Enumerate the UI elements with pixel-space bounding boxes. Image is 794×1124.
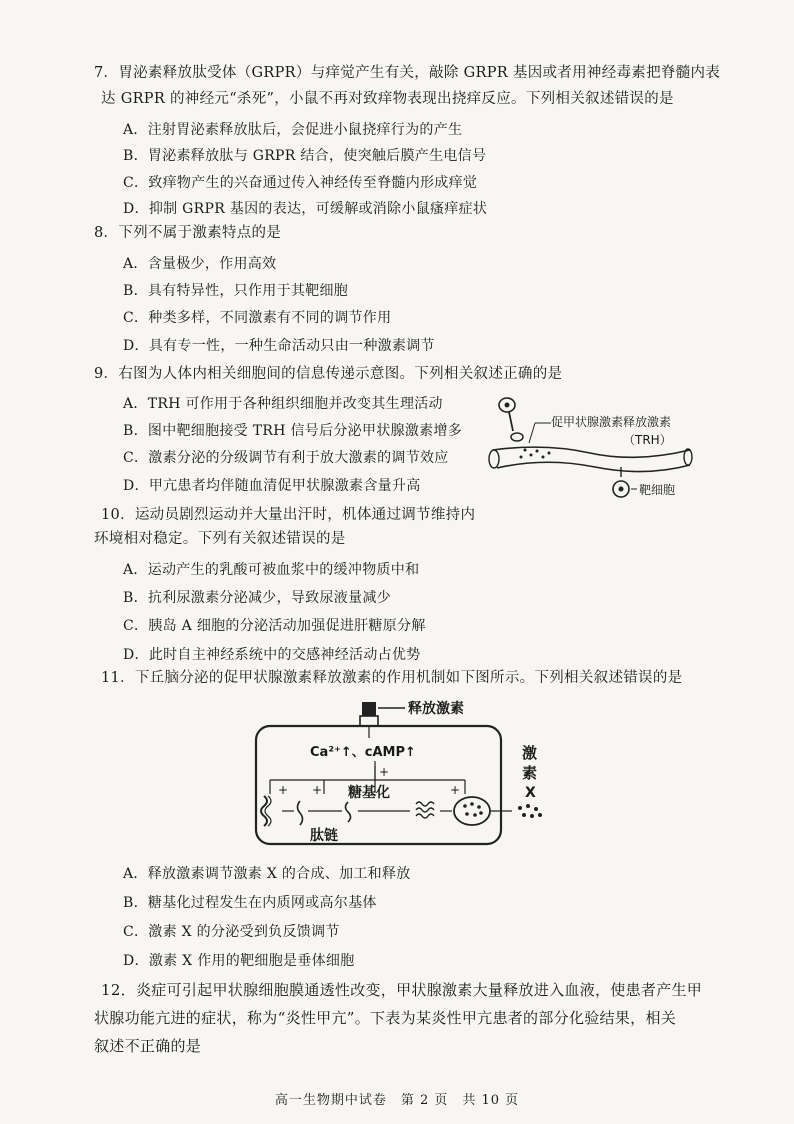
question-9-option-d: D．甲亢患者均伴随血清促甲状腺激素含量升高	[123, 478, 421, 494]
plus-sign-2: +	[312, 783, 323, 797]
question-7-stem-line1: 7．胃泌素释放肽受体（GRPR）与痒觉产生有关，敲除 GRPR 基因或者用神经毒素把脊髓内表	[94, 65, 721, 81]
hormone-x-label-1: 激	[522, 744, 538, 762]
question-11-option-c: C．激素 X 的分泌受到负反馈调节	[123, 924, 340, 940]
glycosylation-label: 糖基化	[348, 785, 390, 801]
question-8-stem: 8．下列不属于激素特点的是	[94, 225, 282, 241]
question-10-option-a: A．运动产生的乳酸可被血浆中的缓冲物质中和	[123, 562, 420, 578]
question-7-option-a: A．注射胃泌素释放肽后，会促进小鼠挠痒行为的产生	[123, 122, 463, 138]
question-9-stem: 9．右图为人体内相关细胞间的信息传递示意图。下列相关叙述正确的是	[94, 366, 563, 382]
question-11-option-a: A．释放激素调节激素 X 的合成、加工和释放	[123, 866, 411, 882]
question-8-option-d: D．具有专一性，一种生命活动只由一种激素调节	[123, 338, 435, 354]
question-7-stem-line2: 达 GRPR 的神经元“杀死”，小鼠不再对致痒物表现出挠痒反应。下列相关叙述错误的是	[101, 91, 674, 107]
question-12-stem-line3: 叙述不正确的是	[94, 1037, 202, 1055]
plus-sign-3: +	[379, 765, 390, 779]
trh-signaling-figure	[485, 395, 700, 505]
question-12-stem-line1: 12．炎症可引起甲状腺细胞膜通透性改变，甲状腺激素大量释放进入血液，使患者产生甲	[101, 981, 703, 999]
question-9-option-a: A．TRH 可作用于各种组织细胞并改变其生理活动	[123, 396, 443, 412]
question-10-stem-line1: 10．运动员剧烈运动并大量出汗时，机体通过调节维持内	[101, 507, 476, 523]
hormone-x-label-3: X	[525, 785, 536, 801]
question-10-stem-line2: 环境相对稳定。下列有关叙述错误的是	[94, 531, 346, 547]
release-hormone-label: 释放激素	[408, 701, 464, 717]
target-cell-label: 靶细胞	[639, 483, 676, 497]
question-11-stem: 11．下丘脑分泌的促甲状腺激素释放激素的作用机制如下图所示。下列相关叙述错误的是	[101, 670, 683, 686]
question-10-option-b: B．抗利尿激素分泌减少，导致尿液量减少	[123, 590, 391, 606]
question-8-option-a: A．含量极少，作用高效	[123, 256, 277, 272]
question-11-option-b: B．糖基化过程发生在内质网或高尔基体	[123, 895, 377, 911]
question-9-option-c: C．激素分泌的分级调节有利于放大激素的调节效应	[123, 450, 449, 466]
peptide-chain-label: 肽链	[310, 828, 338, 844]
trh-label: 促甲状腺激素释放激素	[551, 415, 672, 429]
question-9-option-b: B．图中靶细胞接受 TRH 信号后分泌甲状腺激素增多	[123, 423, 463, 439]
trh-abbr-label: （TRH）	[623, 433, 672, 447]
question-7-option-b: B．胃泌素释放肽与 GRPR 结合，使突触后膜产生电信号	[123, 148, 487, 164]
plus-sign-4: +	[450, 783, 461, 797]
question-11-option-d: D．激素 X 作用的靶细胞是垂体细胞	[123, 953, 355, 969]
plus-sign-1: +	[278, 783, 289, 797]
question-8-option-b: B．具有特异性，只作用于其靶细胞	[123, 283, 349, 299]
question-8-option-c: C．种类多样，不同激素有不同的调节作用	[123, 310, 392, 326]
hormone-x-label-2: 素	[522, 764, 538, 782]
question-12-stem-line2: 状腺功能亢进的症状，称为“炎性甲亢”。下表为某炎性甲亢患者的部分化验结果，相关	[94, 1009, 677, 1027]
page-footer: 高一生物期中试卷 第 2 页 共 10 页	[274, 1093, 520, 1108]
question-7-option-d: D．抑制 GRPR 基因的表达，可缓解或消除小鼠瘙痒症状	[123, 201, 488, 217]
question-7-option-c: C．致痒物产生的兴奋通过传入神经传至脊髓内形成痒觉	[123, 175, 478, 191]
question-10-option-c: C．胰岛 A 细胞的分泌活动加强促进肝糖原分解	[123, 618, 426, 634]
question-10-option-d: D．此时自主神经系统中的交感神经活动占优势	[123, 647, 421, 663]
trh-mechanism-figure	[250, 696, 560, 856]
second-messenger-label: Ca²⁺↑、cAMP↑	[310, 745, 416, 760]
